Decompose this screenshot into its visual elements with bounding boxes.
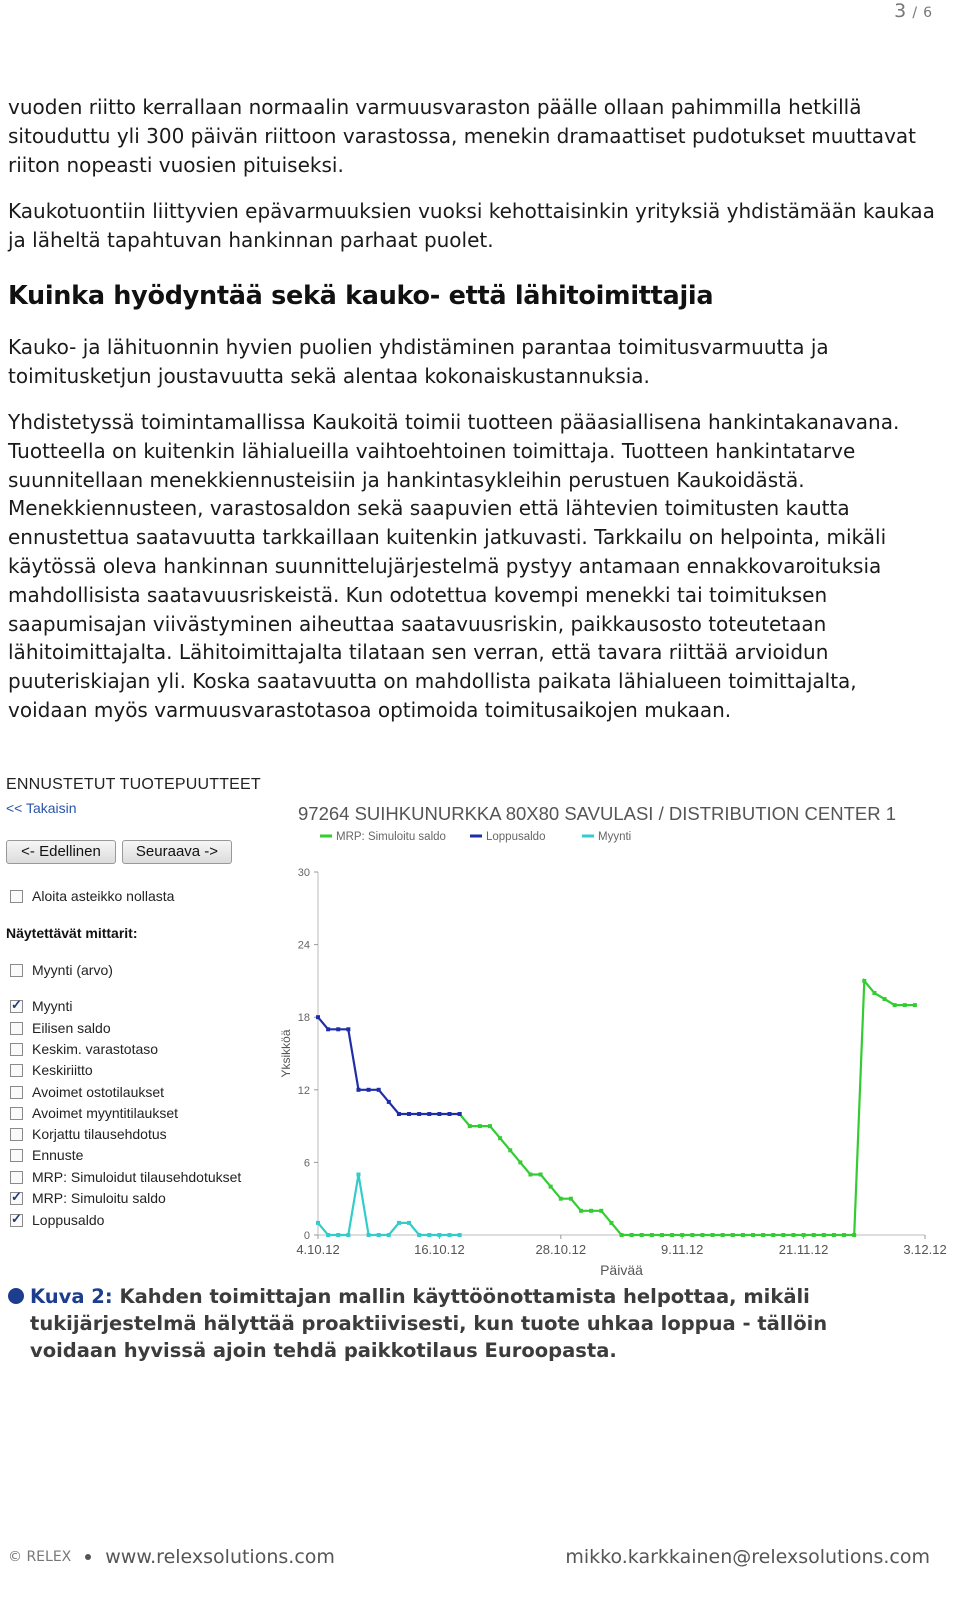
series-point [812,1233,816,1237]
y-tick-label: 6 [303,1157,310,1170]
y-tick-label: 0 [303,1230,310,1242]
series-point [599,1209,603,1213]
series-point [356,1173,360,1177]
series-point [417,1112,421,1116]
series-point [620,1233,624,1237]
page-number [894,0,932,22]
series-point [336,1027,340,1031]
paragraph-2: Kaukotuontiin liittyvien epävarmuuksien vuoksi kehottaisinkin yrityksiä yhdistämään kaukaa ja läheltä tapahtuvan hankinnan parhaat puolet. [8,199,935,252]
metric-label: Korjattu tilausehdotus [32,1126,167,1142]
series-point [781,1233,785,1237]
metric-option[interactable] [10,996,72,1016]
metric-option[interactable] [10,1210,104,1230]
x-tick-label: 4.10.12 [296,1242,340,1257]
footer-brand: © RELEX [8,1549,72,1565]
series-point [721,1233,725,1237]
series-point [539,1173,543,1177]
chart-title: 97264 SUIHKUNURKKA 80X80 SAVULASI / DISTRIBUTION CENTER 1 [298,803,897,824]
series-line [318,1175,460,1236]
series-point [670,1233,674,1237]
caption-text: Kahden toimittajan mallin käyttöönottamista helpottaa, mikäli tukijärjestelmä hälyttää proaktiivisesti, kun tuote uhkaa loppua - tällöin voidaan hyvissä ajoin tehdä paikkotilaus Euroopasta. [30,1285,828,1362]
chart-series [316,979,917,1237]
paragraph-4: Yhdistetyssä toimintamallissa Kaukoitä toimii tuotteen pääasiallisena hankintakanavana. Tuotteella on kuitenkin lähialueilla vaihtoehtoinen toimittaja. Tuotteen hankintatarve suunnitellaan menekkiennusteisiin ja hankintasykleihin perustuen Kaukoidästä. Menekkiennusteen, varastosaldon sekä saapuvien että lähtevien toimitusten kautta ennustettua saatavuutta tarkkaillaan kuitenkin jatkuvasti. Tarkkailu on helpointa, mikäli käytössä oleva hankinnan suunnittelujärjestelmä pystyy antamaan ennakkovaroituksia mahdollisista saatavuusriskeistä. Kun odotettua kovempi menekki tai toimituksen saapumisajan viivästyminen aiheuttaa saatavuusriskin, paikkausosto toteutetaan lähitoimittajalta. Lähitoimittajalta tilataan sen verran, että tavara riittää arvioidun puuteriskiajan yli. Koska saatavuutta on mahdollista paikata lähialueen toimittajalta, voidaan myös varmuusvarastotasoa optimoida toimitusaikojen mukaan. [8,410,900,722]
metric-option[interactable] [10,1167,241,1187]
series-point [326,1233,330,1237]
series-point [336,1233,340,1237]
metric-option[interactable] [10,1060,93,1080]
metric-label: Avoimet ostotilaukset [32,1084,165,1100]
series-point [528,1173,532,1177]
series-point [326,1027,330,1031]
metric-checkbox[interactable] [10,1192,23,1205]
metric-checkbox[interactable] [10,1171,23,1184]
series-point [741,1233,745,1237]
page-total: 6 [923,5,932,21]
series-point [377,1233,381,1237]
series-line [318,1017,460,1114]
metric-checkbox[interactable] [10,1000,23,1013]
series-point [549,1185,553,1189]
series-line [460,981,915,1235]
series-point [903,1003,907,1007]
metric-option[interactable] [10,1124,167,1144]
metric-option[interactable] [10,1018,111,1038]
series-point [569,1197,573,1201]
series-point [367,1233,371,1237]
series-point [822,1233,826,1237]
series-point [478,1124,482,1128]
metric-label: MRP: Simuloitu saldo [32,1190,166,1206]
legend-label: Myynti [598,831,632,843]
series-point [771,1233,775,1237]
start-zero-option[interactable] [10,886,174,906]
footer-dot [85,1554,91,1560]
forecast-screenshot [0,770,960,1290]
series-point [832,1233,836,1237]
series-point [448,1112,452,1116]
metric-checkbox[interactable] [10,1043,23,1056]
metric-checkbox[interactable] [10,1064,23,1077]
series-point [660,1233,664,1237]
series-point [630,1233,634,1237]
y-tick-label: 24 [297,939,310,952]
series-point [862,979,866,983]
figure-caption [8,1283,908,1364]
metric-label: Keskim. varastotaso [32,1041,159,1057]
chart-axes [296,867,946,1257]
series-point [437,1233,441,1237]
series-point [407,1221,411,1225]
series-point [852,1233,856,1237]
metric-checkbox[interactable] [10,1022,23,1035]
y-axis-label: Yksikköä [279,1029,293,1078]
x-axis-label: Päivää [600,1262,643,1278]
x-tick-label: 9.11.12 [660,1242,704,1257]
metric-label: Keskiriitto [32,1062,93,1078]
series-point [640,1233,644,1237]
metric-option[interactable] [10,1082,164,1102]
series-point [650,1233,654,1237]
series-point [589,1209,593,1213]
paragraph-1: vuoden riitto kerrallaan normaalin varmuusvaraston päälle ollaan pahimmilla hetkillä sitouduttu yli 300 päivän riittoon varastossa, menekin dramaattiset pudotukset muuttavat riiton nopeasti vuosien pituiseksi. [8,95,916,177]
start-zero-checkbox[interactable] [10,890,23,903]
series-point [427,1233,431,1237]
x-tick-label: 28.10.12 [535,1242,587,1257]
series-point [559,1197,563,1201]
metric-label: Avoimet myyntitilaukset [32,1105,179,1121]
x-tick-label: 16.10.12 [414,1242,465,1257]
series-point [711,1233,715,1237]
series-point [802,1233,806,1237]
page-separator: / [912,5,918,21]
metric-checkbox[interactable] [10,1214,23,1227]
series-point [498,1136,502,1140]
series-point [488,1124,492,1128]
series-point [518,1160,522,1164]
series-point [458,1233,462,1237]
series-point [751,1233,755,1237]
back-link[interactable]: << Takaisin [6,800,77,816]
series-point [397,1221,401,1225]
footer-left [8,1546,335,1568]
metric-checkbox[interactable] [10,964,23,977]
series-point [893,1003,897,1007]
section-heading: Kuinka hyödyntää sekä kauko- että lähitoimittajia [8,281,714,311]
series-point [448,1233,452,1237]
metric-label: MRP: Simuloidut tilausehdotukset [32,1169,242,1185]
series-point [609,1221,613,1225]
series-point [458,1112,462,1116]
series-point [367,1088,371,1092]
next-button[interactable]: Seuraava -> [122,840,232,864]
metric-label: Eilisen saldo [32,1020,111,1036]
series-point [508,1148,512,1152]
y-tick-label: 12 [297,1084,310,1097]
chart-legend [320,831,631,843]
page-current: 3 [894,0,907,22]
caption-label: Kuva 2: [30,1285,113,1308]
series-point [842,1233,846,1237]
x-tick-label: 3.12.12 [903,1242,947,1257]
series-point [680,1233,684,1237]
metric-checkbox[interactable] [10,1149,23,1162]
series-point [356,1088,360,1092]
series-point [346,1233,350,1237]
metric-option[interactable] [10,1188,166,1208]
footer-website[interactable]: www.relexsolutions.com [105,1546,335,1568]
series-point [468,1124,472,1128]
series-point [872,991,876,995]
metric-label: Myynti [32,998,73,1014]
metric-label: Myynti (arvo) [32,962,113,978]
series-point [316,1015,320,1019]
y-tick-label: 30 [297,867,310,879]
metric-option[interactable] [10,1103,178,1123]
series-point [346,1027,350,1031]
series-point [387,1100,391,1104]
screenshot-title: ENNUSTETUT TUOTEPUUTTEET [6,776,261,793]
metric-option[interactable] [10,1039,158,1059]
series-point [913,1003,917,1007]
metric-label: Ennuste [32,1147,84,1163]
series-point [417,1233,421,1237]
x-tick-label: 21.11.12 [778,1242,829,1257]
footer-email[interactable]: mikko.karkkainen@relexsolutions.com [565,1546,930,1568]
series-point [377,1088,381,1092]
metric-checkbox[interactable] [10,1128,23,1141]
y-tick-label: 18 [297,1012,310,1025]
start-zero-label: Aloita asteikko nollasta [32,888,175,904]
series-point [427,1112,431,1116]
metric-label: Loppusaldo [32,1212,105,1228]
series-point [700,1233,704,1237]
metric-option[interactable] [10,960,113,980]
series-point [437,1112,441,1116]
chart [270,800,947,1280]
series-point [387,1233,391,1237]
series-point [397,1112,401,1116]
series-point [690,1233,694,1237]
series-point [407,1112,411,1116]
metric-checkbox[interactable] [10,1107,23,1120]
series-point [579,1209,583,1213]
series-point [883,997,887,1001]
metric-option[interactable] [10,1145,83,1165]
series-point [791,1233,795,1237]
legend-label: Loppusaldo [486,831,546,843]
legend-label: MRP: Simuloitu saldo [336,831,446,843]
series-point [761,1233,765,1237]
metrics-label: Näytettävät mittarit: [6,925,138,941]
series-point [316,1221,320,1225]
metric-checkbox[interactable] [10,1086,23,1099]
paragraph-3: Kauko- ja lähituonnin hyvien puolien yhdistäminen parantaa toimitusvarmuutta ja toimitusketjun joustavuutta sekä alentaa kokonaiskustannuksia. [8,335,829,388]
previous-button[interactable]: <- Edellinen [6,840,116,864]
series-point [731,1233,735,1237]
